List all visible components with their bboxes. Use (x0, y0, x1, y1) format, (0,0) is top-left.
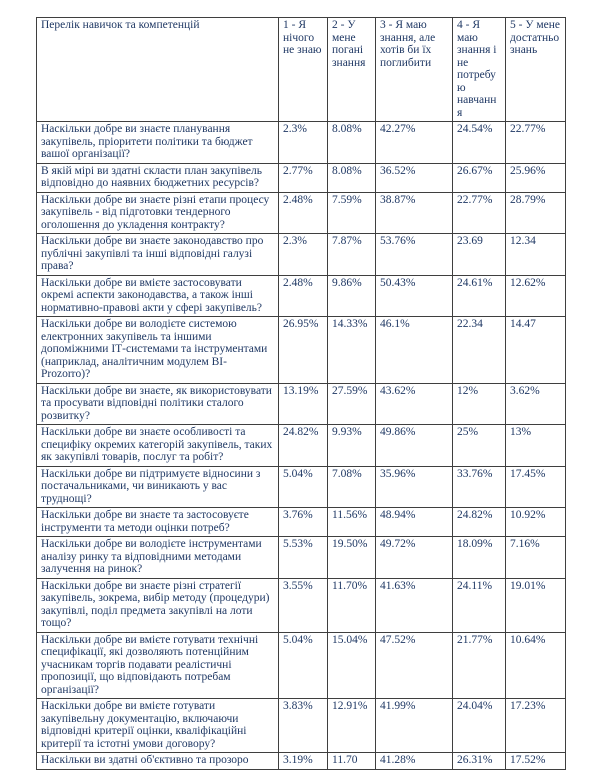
skill-cell: Наскільки добре ви володієте системою електронних закупівель та іншими допоміжними ІТ-системами та інструментами (наприклад, аналітичним модулем BI-Prozorro)? (37, 317, 279, 384)
value-cell-5: 7.16% (506, 537, 566, 579)
value-cell-1: 3.76% (279, 508, 328, 537)
skill-cell: Наскільки добре ви знаєте різні етапи процесу закупівель - від підготовки тендерного оголошення до укладення контракту? (37, 192, 279, 234)
value-cell-3: 47.52% (376, 632, 453, 699)
value-cell-1: 13.19% (279, 383, 328, 425)
value-cell-1: 5.04% (279, 466, 328, 508)
skill-cell: Наскільки добре ви знаєте, як використовувати та просувати відповідні політики сталого розвитку? (37, 383, 279, 425)
header-column-4: 4 - Я маю знання і не потребую навчання (453, 18, 506, 122)
table-row (37, 383, 566, 425)
value-cell-4: 12% (453, 383, 506, 425)
table-row (37, 234, 566, 276)
value-cell-2: 27.59% (328, 383, 376, 425)
value-cell-1: 26.95% (279, 317, 328, 384)
skill-cell: Наскільки добре ви знаєте особливості та специфіку окремих категорій закупівель, таких як закупівлі товарів, послуг та робіт? (37, 425, 279, 467)
value-cell-3: 38.87% (376, 192, 453, 234)
value-cell-1: 3.55% (279, 578, 328, 632)
skill-cell: Наскільки добре ви володієте інструментами аналізу ринку та відповідними методами залучення на ринок? (37, 537, 279, 579)
value-cell-5: 28.79% (506, 192, 566, 234)
value-cell-1: 3.83% (279, 699, 328, 753)
header-column-1: 1 - Я нічого не знаю (279, 18, 328, 122)
value-cell-5: 12.34 (506, 234, 566, 276)
value-cell-3: 35.96% (376, 466, 453, 508)
value-cell-2: 9.93% (328, 425, 376, 467)
value-cell-1: 2.77% (279, 163, 328, 192)
value-cell-2: 8.08% (328, 163, 376, 192)
table-row (37, 466, 566, 508)
value-cell-4: 21.77% (453, 632, 506, 699)
value-cell-3: 36.52% (376, 163, 453, 192)
value-cell-5: 3.62% (506, 383, 566, 425)
value-cell-4: 33.76% (453, 466, 506, 508)
value-cell-3: 49.72% (376, 537, 453, 579)
table-row (37, 632, 566, 699)
table-row (37, 699, 566, 753)
value-cell-4: 24.11% (453, 578, 506, 632)
value-cell-2: 7.87% (328, 234, 376, 276)
value-cell-5: 17.23% (506, 699, 566, 753)
value-cell-2: 11.70 (328, 753, 376, 770)
skill-cell: В якій мірі ви здатні скласти план закупівель відповідно до наявних бюджетних ресурсів? (37, 163, 279, 192)
skill-cell: Наскільки ви здатні об'єктивно та прозоро (37, 753, 279, 770)
table-row (37, 753, 566, 770)
value-cell-1: 5.04% (279, 632, 328, 699)
value-cell-1: 2.3% (279, 122, 328, 164)
table-header (37, 18, 566, 122)
skill-cell: Наскільки добре ви знаєте законодавство про публічні закупівлі та інші відповідні галузі права? (37, 234, 279, 276)
table-row (37, 425, 566, 467)
value-cell-5: 19.01% (506, 578, 566, 632)
value-cell-3: 48.94% (376, 508, 453, 537)
value-cell-2: 7.08% (328, 466, 376, 508)
value-cell-4: 26.31% (453, 753, 506, 770)
value-cell-4: 24.54% (453, 122, 506, 164)
value-cell-4: 22.77% (453, 192, 506, 234)
document-page (36, 17, 566, 770)
value-cell-2: 11.56% (328, 508, 376, 537)
value-cell-3: 53.76% (376, 234, 453, 276)
value-cell-5: 13% (506, 425, 566, 467)
header-skill-column: Перелік навичок та компетенцій (37, 18, 279, 122)
header-column-3: 3 - Я маю знання, але хотів би їх поглибити (376, 18, 453, 122)
value-cell-4: 23.69 (453, 234, 506, 276)
value-cell-2: 19.50% (328, 537, 376, 579)
table-row (37, 163, 566, 192)
value-cell-5: 17.45% (506, 466, 566, 508)
value-cell-3: 41.28% (376, 753, 453, 770)
table-row (37, 317, 566, 384)
value-cell-1: 2.48% (279, 275, 328, 317)
value-cell-3: 41.99% (376, 699, 453, 753)
value-cell-3: 49.86% (376, 425, 453, 467)
table-row (37, 192, 566, 234)
value-cell-3: 50.43% (376, 275, 453, 317)
value-cell-2: 8.08% (328, 122, 376, 164)
value-cell-3: 42.27% (376, 122, 453, 164)
value-cell-4: 24.61% (453, 275, 506, 317)
skill-cell: Наскільки добре ви знаєте планування закупівель, пріоритети політики та бюджет вашої організації? (37, 122, 279, 164)
skill-cell: Наскільки добре ви вмієте готувати закупівельну документацію, включаючи відповідні критерії оцінки, кваліфікаційні критерії та істотні умови договору? (37, 699, 279, 753)
value-cell-1: 5.53% (279, 537, 328, 579)
skill-cell: Наскільки добре ви знаєте та застосовуєте інструменти та методи оцінки потреб? (37, 508, 279, 537)
value-cell-5: 14.47 (506, 317, 566, 384)
value-cell-2: 11.70% (328, 578, 376, 632)
value-cell-2: 7.59% (328, 192, 376, 234)
value-cell-2: 12.91% (328, 699, 376, 753)
value-cell-1: 2.3% (279, 234, 328, 276)
value-cell-5: 17.52% (506, 753, 566, 770)
table-row (37, 537, 566, 579)
table-row (37, 275, 566, 317)
value-cell-5: 25.96% (506, 163, 566, 192)
skill-cell: Наскільки добре ви вмієте застосовувати окремі аспекти законодавства, а також інші нормативно-правові акти у сфері закупівель? (37, 275, 279, 317)
value-cell-3: 43.62% (376, 383, 453, 425)
value-cell-4: 18.09% (453, 537, 506, 579)
value-cell-5: 12.62% (506, 275, 566, 317)
value-cell-2: 15.04% (328, 632, 376, 699)
header-row (37, 18, 566, 122)
value-cell-5: 10.64% (506, 632, 566, 699)
value-cell-4: 26.67% (453, 163, 506, 192)
value-cell-2: 14.33% (328, 317, 376, 384)
header-column-2: 2 - У мене погані знання (328, 18, 376, 122)
value-cell-4: 24.04% (453, 699, 506, 753)
value-cell-1: 2.48% (279, 192, 328, 234)
value-cell-1: 3.19% (279, 753, 328, 770)
table-row (37, 508, 566, 537)
skills-survey-table (36, 17, 566, 770)
table-row (37, 122, 566, 164)
skill-cell: Наскільки добре ви знаєте різні стратегії закупівель, зокрема, вибір методу (процедури) закупівлі, поділ предмета закупівлі на лоти тощо? (37, 578, 279, 632)
value-cell-2: 9.86% (328, 275, 376, 317)
value-cell-5: 10.92% (506, 508, 566, 537)
header-column-5: 5 - У мене достатньо знань (506, 18, 566, 122)
value-cell-3: 46.1% (376, 317, 453, 384)
value-cell-3: 41.63% (376, 578, 453, 632)
skill-cell: Наскільки добре ви підтримуєте відносини з постачальниками, чи виникають у вас труднощі? (37, 466, 279, 508)
value-cell-1: 24.82% (279, 425, 328, 467)
value-cell-4: 25% (453, 425, 506, 467)
value-cell-5: 22.77% (506, 122, 566, 164)
value-cell-4: 24.82% (453, 508, 506, 537)
table-row (37, 578, 566, 632)
value-cell-4: 22.34 (453, 317, 506, 384)
skill-cell: Наскільки добре ви вмієте готувати технічні специфікації, які дозволяють потенційним учасникам торгів подавати реалістичні пропозиції, що відповідають потребам організації? (37, 632, 279, 699)
table-body (37, 122, 566, 770)
